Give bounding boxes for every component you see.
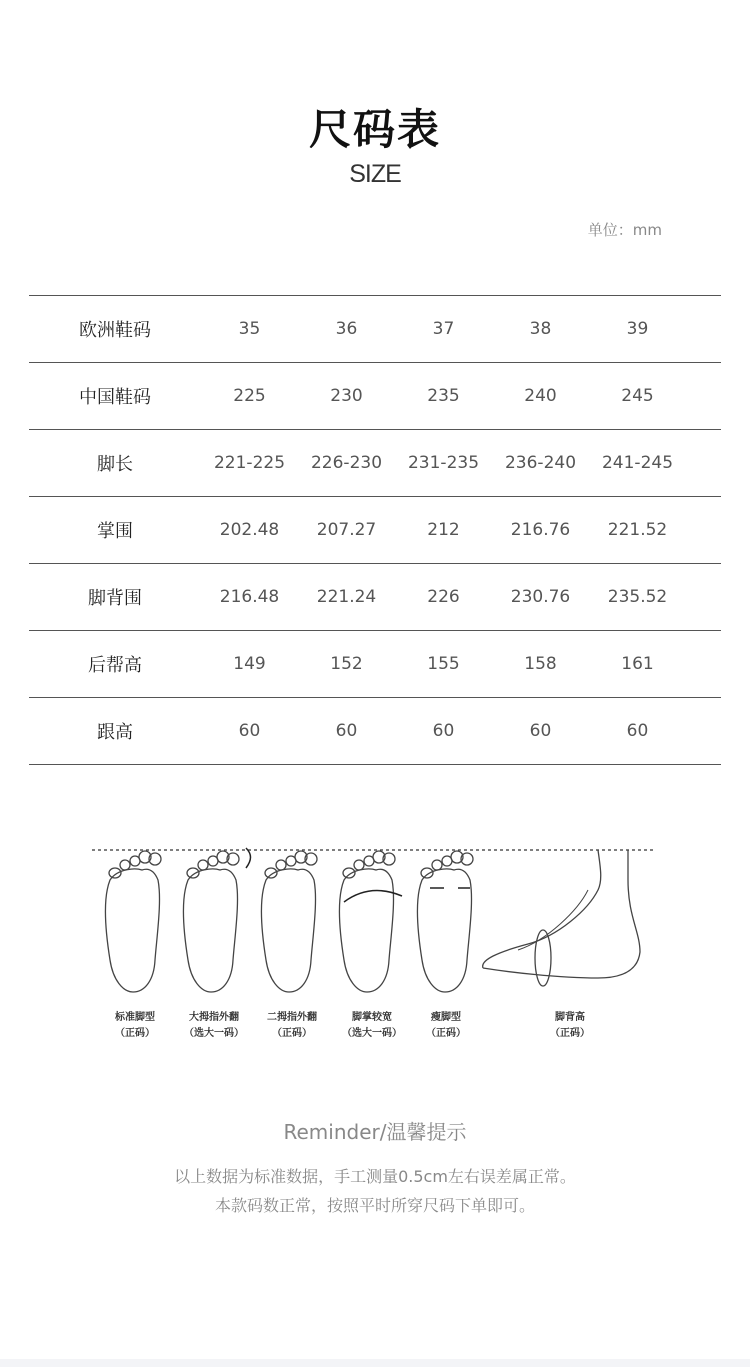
- row-label: 掌围: [97, 521, 133, 542]
- foot-wide-icon: [339, 851, 395, 992]
- reminder-title: Reminder/温馨提示: [283, 1120, 467, 1144]
- foot-type-advice: （正码）: [550, 1028, 590, 1039]
- page-subtitle: SIZE: [349, 160, 401, 188]
- row-label: 中国鞋码: [79, 387, 151, 408]
- row-label: 后帮高: [88, 655, 142, 676]
- row-label: 脚背围: [88, 588, 142, 609]
- foot-type-advice: （选大一码）: [342, 1028, 402, 1039]
- table-cell: 216.48: [219, 587, 280, 607]
- table-cell: 161: [621, 654, 654, 674]
- table-row: [29, 698, 721, 765]
- table-cell: 60: [238, 721, 261, 741]
- unit-label: 单位：mm: [587, 221, 662, 239]
- foot-type-name: 脚掌较宽: [352, 1012, 392, 1023]
- table-row: [29, 363, 721, 430]
- table-cell: 60: [626, 721, 649, 741]
- table-cell: 37: [432, 319, 455, 339]
- foot-type-advice: （选大一码）: [184, 1028, 244, 1039]
- bunion-arrow-icon: [246, 848, 251, 868]
- table-row: [29, 430, 721, 497]
- table-cell: 60: [529, 721, 552, 741]
- table-cell: 35: [238, 319, 261, 339]
- table-cell: 226: [427, 587, 460, 607]
- table-row: [29, 296, 721, 363]
- table-row: [29, 497, 721, 564]
- table-cell: 221.24: [316, 587, 377, 607]
- table-cell: 158: [524, 654, 557, 674]
- foot-sketches: [88, 840, 658, 1010]
- table-cell: 235: [427, 386, 460, 406]
- foot-caption: [252, 1010, 332, 1042]
- foot-high-instep-icon: [483, 850, 640, 986]
- foot-type-advice: （正码）: [115, 1028, 155, 1039]
- foot-bunion-icon: [183, 851, 239, 992]
- table-cell: 202.48: [219, 520, 280, 540]
- table-row: [29, 631, 721, 698]
- foot-caption: [530, 1010, 610, 1042]
- row-label: 脚长: [97, 454, 133, 475]
- table-cell: 152: [330, 654, 363, 674]
- table-cell: 155: [427, 654, 460, 674]
- foot-type-name: 标准脚型: [115, 1012, 155, 1023]
- table-cell: 38: [529, 319, 552, 339]
- page-title: 尺码表: [308, 105, 441, 154]
- foot-caption: [95, 1010, 175, 1042]
- row-label: 跟高: [97, 722, 133, 743]
- table-cell: 241-245: [601, 453, 674, 473]
- table-cell: 235.52: [607, 587, 668, 607]
- foot-standard-icon: [105, 851, 161, 992]
- table-cell: 231-235: [407, 453, 480, 473]
- table-cell: 212: [427, 520, 460, 540]
- size-table: [29, 295, 721, 765]
- foot-type-name: 二拇指外翻: [267, 1012, 317, 1023]
- table-cell: 230.76: [510, 587, 571, 607]
- table-cell: 149: [233, 654, 266, 674]
- foot-caption: [406, 1010, 486, 1042]
- foot-caption: [332, 1010, 412, 1042]
- table-cell: 236-240: [504, 453, 577, 473]
- table-cell: 216.76: [510, 520, 571, 540]
- foot-second-toe-icon: [261, 851, 317, 992]
- row-label: 欧洲鞋码: [79, 320, 151, 341]
- foot-type-name: 脚背高: [555, 1012, 585, 1023]
- foot-type-name: 大拇指外翻: [189, 1012, 239, 1023]
- foot-type-advice: （正码）: [272, 1028, 312, 1039]
- foot-type-name: 瘦脚型: [431, 1012, 461, 1023]
- foot-type-illustration: [88, 840, 658, 1050]
- table-cell: 230: [330, 386, 363, 406]
- table-cell: 221-225: [213, 453, 286, 473]
- table-cell: 240: [524, 386, 557, 406]
- table-cell: 39: [626, 319, 649, 339]
- table-cell: 226-230: [310, 453, 383, 473]
- reminder-line: 本款码数正常，按照平时所穿尺码下单即可。: [214, 1196, 535, 1215]
- table-cell: 207.27: [316, 520, 377, 540]
- table-cell: 221.52: [607, 520, 668, 540]
- table-cell: 36: [335, 319, 358, 339]
- table-cell: 245: [621, 386, 654, 406]
- foot-type-advice: （正码）: [426, 1028, 466, 1039]
- table-row: [29, 564, 721, 631]
- table-cell: 60: [432, 721, 455, 741]
- foot-caption: [174, 1010, 254, 1042]
- reminder-line: 以上数据为标准数据，手工测量0.5cm左右误差属正常。: [174, 1167, 576, 1186]
- foot-narrow-icon: [417, 851, 473, 992]
- table-cell: 225: [233, 386, 266, 406]
- table-cell: 60: [335, 721, 358, 741]
- bottom-divider: [0, 1359, 750, 1367]
